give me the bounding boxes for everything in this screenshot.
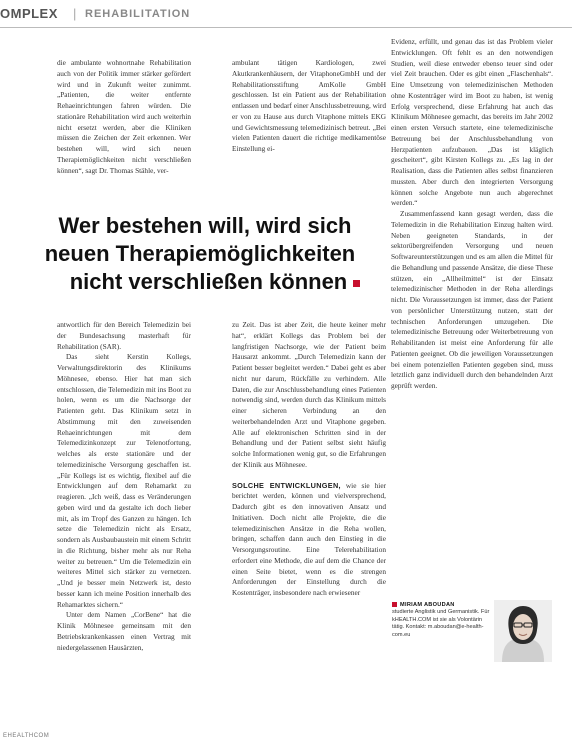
pull-quote-line-2: neuen Therapiemöglichkeiten [44, 241, 356, 266]
article-column-1-top [57, 58, 191, 198]
paragraph: zu Zeit. Das ist aber Zeit, die heute keiner mehr hat“, erklärt Kollegs das Problem bei der langfristigen Nachsorge, wie der Patient beim Hausarzt ankommt. „Durch Telemedizin kann der Patient besser begleitet werden.“ Dabei geht es aber nicht nur darum, Rückfälle zu verhindern. Alle Daten, die zur Anschlussbehandlung eines Patienten notwendig sind, werden durch das Klinikum mittels einer sicheren Verbindung an den weiterbehandelnden Arzt und Vitaphone gegeben. Alle auf elektronischen Schritten sind in der Behandlung und der Patient selbst sieht häufig solche Informationen wenig gut, so die Erfahrungen der Klinik aus Möhnesee. [232, 320, 386, 469]
page-footer: EHEALTHCOM [3, 733, 50, 739]
article-column-2-bottom [232, 320, 386, 740]
paragraph: Das sieht Kerstin Kollegs, Verwaltungsdirektorin des Klinikums Möhnesee, ebenso. Hier hat man sich entschlossen, die Telemedizin mit ins Boot zu holen, wenn es um die Nachsorge der Patienten geht. Das Klinikum setzt in Abstimmung mit den zuweisenden Rehaeinrichtungen mit dem Telemedizinkonzept zur Telenotfortung, welches als erste stationäre und der telemedizinische Versorgung geschaffen ist. „Für Kollegs ist es wichtig, flexibel auf die Entwicklungen auf dem Rehamarkt zu reagieren. „Ich weiß, dass es Veränderungen geben wird und da gestalte ich doch lieber mit, als im Tropf des Ganzen zu hängen. Ich setze die Telemedizin nicht als Ersatz, sondern als Ausbaubaustein mit einem Schritt in die Richtung, bisher mehr als nur Reha weiter zu betreuen.“ Um die Telemedizin ein weiteres Mittel sich stärker zu vernetzen. „Und je besser mein Netzwerk ist, desto besser kann ich meine Position innerhalb des Rehamarktes sichern.“ [57, 352, 191, 609]
author-portrait-icon [494, 600, 552, 662]
article-column-3 [391, 37, 553, 597]
subhead: SOLCHE ENTWICKLUNGEN, [232, 480, 341, 490]
paragraph: antwortlich für den Bereich Telemedizin bei der Bundesachsung masterhaft für Rehabilitation (SAR). [57, 320, 191, 351]
author-box [392, 600, 557, 700]
section-title: REHABILITATION [85, 8, 191, 20]
paragraph: ambulant tätigen Kardiologen, zwei Akutkrankenhäusern, der VitaphoneGmbH und der Rehabilitationsstiftung AmKolle GmbH geschlossen. Ist ein Patient aus der Rehabilitation entlassen und bedarf einer Anschlussbetreuung, wird er von zu Hause aus durch Vitaphone mittels EKG und Gewichtsmessung telemedizinisch betreut. „Bei vielen Patienten dauert die richtige medikamentöse Einstellung ei- [232, 58, 386, 153]
paragraph: Zusammenfassend kann gesagt werden, dass die Telemedizin in die Rehabilitation Einzug halten wird. Neben geeigneten Standards, in der sektorübergreifenden Versorgung und neuen Softwareunterstützungen und es am allen die Mittel für die Behandlung und passende Ansätze, die diese These stützen, ein „Allheilmittel“ ist der Einsatz telemedizinischer Methoden in der Reha allerdings nicht. Die Voraussetzungen ist immer, dass der Patient von persönlicher Unterstützung nutzen, statt der technischen Anforderungen umzugehen. Die telemedizinische Betreuung oder Weiterbetreuung von Rehabilitanden ist meist eine Anforderung für alle Patienten geeignet. Ob die jeweiligen Voraussetzungen bei einem potenziellen Patienten gegeben sind, muss letztlich ganz individuell durch den behandelnden Arzt geprüft werden. [391, 209, 553, 390]
paragraph-text: wie sie hier berichtet werden, können und vielversprechend, Dadurch gibt es den innovativen Ansatz und Initiativen. Doch nicht alle Projekte, die die telemedizinischen Ansätze in die Reha wollen, bringen, schaffen dann auch den Einstieg in die Versorgungsroutine. Eine Telerehabilitation erfordert eine Methode, die auf dem die Chance der einen Seite bietet, wenn es die strengen Anforderungen der Einstellung durch die Kostenträger, insbesondere nach erwiesener [232, 480, 386, 597]
pull-quote-line-3 [20, 268, 380, 296]
paragraph: Unter dem Namen „CorBene“ hat die Klinik Möhnesee gemeinsam mit den Betriebskrankenkassen einen Vertrag mit niedergelassenen Hausärzten, [57, 610, 191, 652]
magazine-brand: OMPLEX [0, 6, 58, 21]
paragraph-with-subhead [232, 481, 386, 599]
pull-quote-line-3-text: nicht verschließen können [69, 269, 348, 294]
end-mark-icon [353, 280, 360, 287]
page-header [0, 0, 572, 30]
author-bio: studierte Anglistik und Germanistik. Für kHEALTH.COM ist sie als Volontärin tätig. Kontakt: m.aboudan@e-health-com.eu [392, 609, 490, 638]
pull-quote [20, 212, 380, 312]
author-name: MIRIAM ABOUDAN [400, 602, 455, 608]
header-separator: | [73, 6, 77, 21]
paragraph: Evidenz, erfüllt, und genau das ist das Problem vieler Entwicklungen. Oft fehlt es an den notwendigen Studien, weil diese entweder ebenso teuer sind oder viel Zeit brauchen. Oder es gibt einen „Flaschenhals“. Eine Umsetzung von telemedizinischen Methoden ohne Kostenträger wird im Boot zu haben, ist wenig Erfolg versprechend, diese Erfahrung hat auch das Klinikum Möhnesee gemacht, das bereits im Jahr 2002 einen ersten Versuch startete, eine telemedizinische Betreuung bei der Anschlussbehandlung von Herzpatienten aufzubauen. „Das ist kläglich gescheitert“, gibt Kirsten Kollegs zu. „Es lag in der Realisation, dass die Patienten alles selbst finanzieren mussten. Aber durch den integrierten Versorgung können solche Angebote nun auch abgerechnet werden.“ [391, 37, 553, 208]
author-info [392, 602, 490, 639]
header-divider [0, 27, 572, 28]
author-bullet-icon [392, 602, 397, 607]
paragraph: die ambulante wohnortnahe Rehabilitation auch von der Politik immer stärker gefördert wird und in Zukunft weiter zunimmt. „Patienten, die weiter entfernte Rehaeinrichtungen fahren würden. Die stationäre Rehabilitation wird auch weiterhin nicht ersetzt werden, aber die Kliniken müssen die Zeichen der Zeit erkennen. Wer bestehen will, wird sich neuen Therapiemöglichkeiten nicht verschließen können“, sagt Dr. Thomas Stähle, ver- [57, 58, 191, 175]
article-column-2-top [232, 58, 386, 208]
pull-quote-line-1: Wer bestehen will, wird sich [58, 213, 352, 238]
article-column-1-bottom [57, 320, 191, 740]
